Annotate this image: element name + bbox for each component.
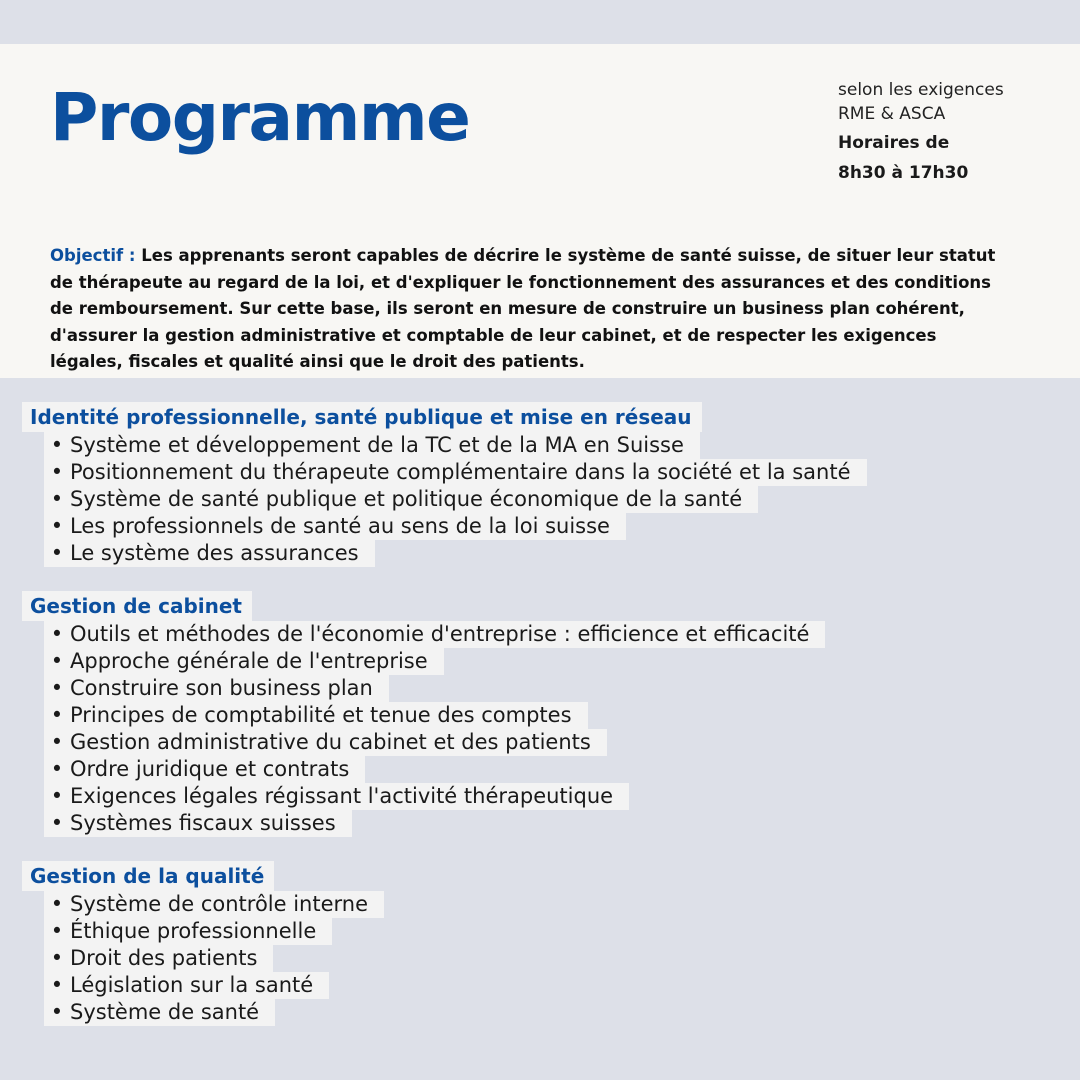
section-item-list [22,432,867,567]
list-item-text: Droit des patients [70,946,258,970]
list-item-text: Positionnement du thérapeute complémentaire dans la société et la santé [70,460,851,484]
bullet-icon: • [50,730,64,754]
objective-label: Objectif : [50,246,136,265]
bullet-icon: • [50,946,64,970]
list-item-text: Système de santé [70,1000,260,1024]
requirements-line-2: RME & ASCA [838,104,946,124]
section-item-list [22,621,825,837]
section-title: Identité professionnelle, santé publique et mise en réseau [22,402,702,432]
list-item [44,999,275,1026]
list-item [44,702,588,729]
objective-text: Les apprenants seront capables de décrire le système de santé suisse, de situer leur statut de thérapeute au regard de la loi, et d'expliquer le fonctionnement des assurances et des conditions de remboursement. Sur cette base, ils seront en mesure de construire un business plan cohérent, d'assurer la gestion administrative et comptable de leur cabinet, et de respecter les exigences légales, fiscales et qualité ainsi que le droit des patients. [50,246,996,371]
list-item-text: Systèmes fiscaux suisses [70,811,336,835]
list-item-text: Système de santé publique et politique économique de la santé [70,487,743,511]
bullet-icon: • [50,676,64,700]
list-item [44,513,626,540]
bullet-icon: • [50,460,64,484]
bullet-icon: • [50,703,64,727]
bullet-icon: • [50,757,64,781]
bullet-icon: • [50,784,64,808]
bullet-icon: • [50,973,64,997]
list-item [44,432,700,459]
list-item-text: Législation sur la santé [70,973,314,997]
list-item [44,972,329,999]
section-gestion-qualite [22,861,384,1026]
bullet-icon: • [50,487,64,511]
list-item-text: Principes de comptabilité et tenue des comptes [70,703,572,727]
list-item-text: Construire son business plan [70,676,373,700]
list-item-text: Éthique professionnelle [70,919,317,943]
list-item-text: Exigences légales régissant l'activité thérapeutique [70,784,614,808]
list-item-text: Les professionnels de santé au sens de la loi suisse [70,514,610,538]
list-item-text: Ordre juridique et contrats [70,757,350,781]
list-item [44,675,389,702]
list-item-text: Approche générale de l'entreprise [70,649,428,673]
list-item [44,729,607,756]
list-item-text: Le système des assurances [70,541,359,565]
list-item [44,756,365,783]
bullet-icon: • [50,649,64,673]
list-item [44,783,629,810]
list-item-text: Outils et méthodes de l'économie d'entreprise : efficience et efficacité [70,622,810,646]
section-title: Gestion de cabinet [22,591,252,621]
bullet-icon: • [50,811,64,835]
bullet-icon: • [50,622,64,646]
bullet-icon: • [50,919,64,943]
list-item-text: Système de contrôle interne [70,892,369,916]
list-item [44,918,332,945]
list-item-text: Système et développement de la TC et de la MA en Suisse [70,433,684,457]
section-item-list [22,891,384,1026]
list-item [44,648,444,675]
objective-paragraph [50,243,1010,376]
list-item [44,621,825,648]
requirements-line-1: selon les exigences [838,80,1004,100]
schedule-info [838,78,1058,188]
list-item [44,810,352,837]
list-item-text: Gestion administrative du cabinet et des patients [70,730,591,754]
bullet-icon: • [50,1000,64,1024]
hours-label: Horaires de [838,133,950,153]
bullet-icon: • [50,433,64,457]
list-item [44,945,273,972]
list-item [44,891,384,918]
list-item [44,486,758,513]
section-gestion-cabinet [22,591,825,837]
bullet-icon: • [50,514,64,538]
hours-value: 8h30 à 17h30 [838,163,969,183]
page-title: Programme [50,79,470,156]
list-item [44,459,867,486]
section-identite [22,402,867,567]
bullet-icon: • [50,892,64,916]
section-title: Gestion de la qualité [22,861,274,891]
list-item [44,540,375,567]
bullet-icon: • [50,541,64,565]
